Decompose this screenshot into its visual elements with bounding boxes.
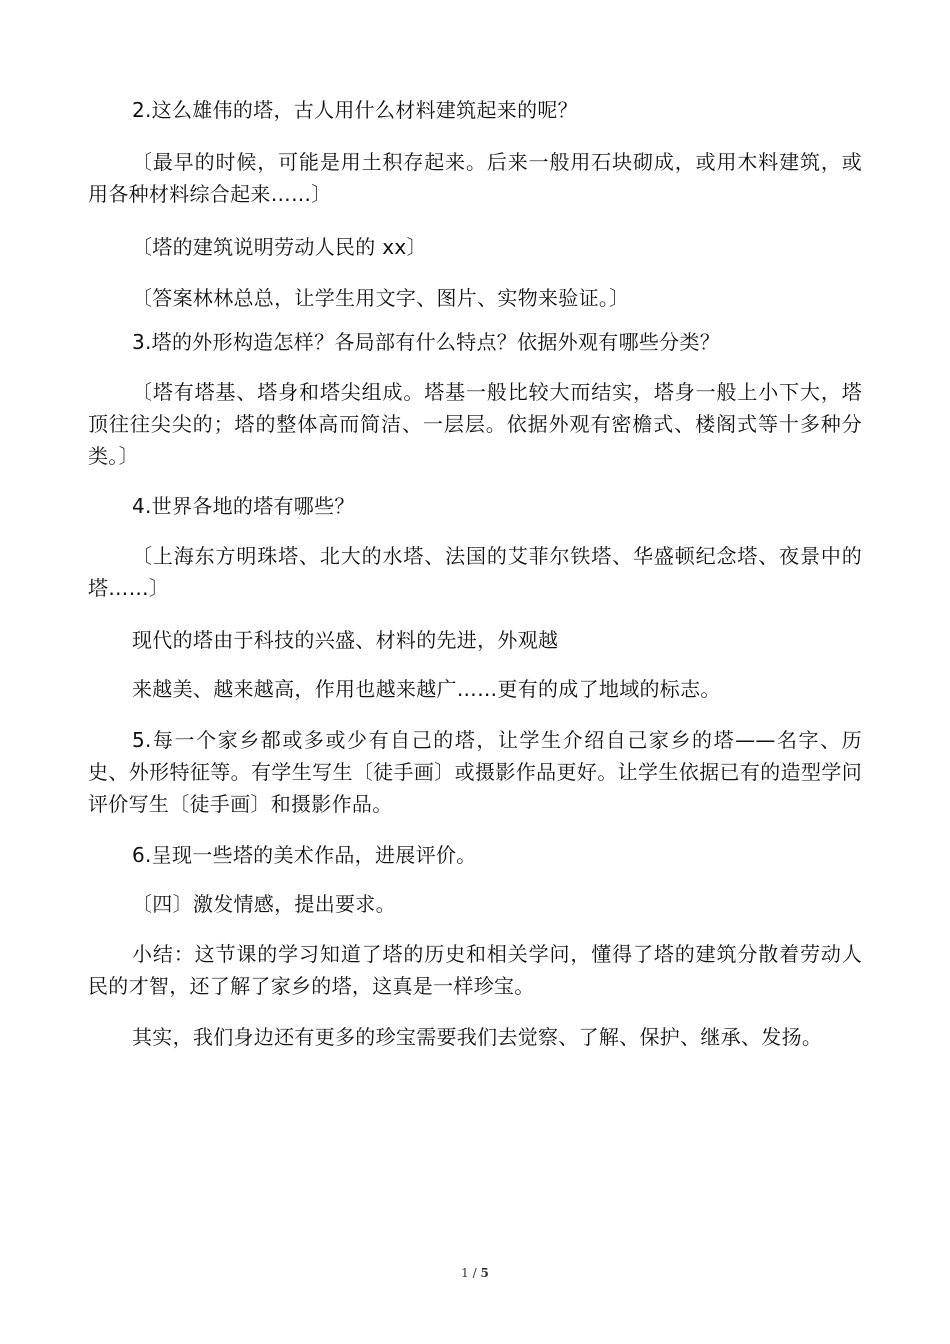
- paragraph-modern-1: 现代的塔由于科技的兴盛、材料的先进，外观越: [132, 628, 559, 652]
- paragraph-answer-3: 〔塔有塔基、塔身和塔尖组成。塔基一般比较大而结实，塔身一般上小下大，塔顶往往尖尖的；塔的整体高而简洁、一层层。依据外观有密檐式、楼阁式等十多种分类。〕: [88, 380, 862, 468]
- paragraph-question-3: 3.塔的外形构造怎样？各局部有什么特点？依据外观有哪些分类？: [132, 330, 721, 354]
- paragraph-note-2b: 〔答案林林总总，让学生用文字、图片、实物来验证。〕: [132, 286, 630, 310]
- page-current: 1: [461, 1266, 469, 1280]
- paragraph-section-4: 〔四〕激发情感，提出要求。: [132, 892, 396, 916]
- paragraph-modern-2: 来越美、越来越高，作用也越来越广……更有的成了地域的标志。: [132, 677, 721, 701]
- paragraph-closing: 其实，我们身边还有更多的珍宝需要我们去觉察、了解、保护、继承、发扬。: [132, 1025, 823, 1049]
- paragraph-summary: 小结：这节课的学习知道了塔的历史和相关学问，懂得了塔的建筑分散着劳动人民的才智，还了解了家乡的塔，这真是一样珍宝。: [88, 942, 862, 998]
- page-number: [0, 1265, 950, 1281]
- page-separator: /: [468, 1266, 481, 1280]
- paragraph-answer-2: 〔最早的时候，可能是用土积存起来。后来一般用石块砌成，或用木料建筑，或用各种材料综合起来……〕: [88, 150, 862, 206]
- page-total: 5: [480, 1266, 489, 1280]
- paragraph-note-2: 〔塔的建筑说明劳动人民的 xx〕: [132, 235, 427, 259]
- paragraph-question-2: 2.这么雄伟的塔，古人用什么材料建筑起来的呢？: [132, 98, 578, 122]
- paragraph-question-6: 6.呈现一些塔的美术作品，进展评价。: [132, 843, 477, 867]
- paragraph-question-4: 4.世界各地的塔有哪些？: [132, 494, 355, 518]
- paragraph-answer-4: 〔上海东方明珠塔、北大的水塔、法国的艾菲尔铁塔、华盛顿纪念塔、夜景中的塔……〕: [88, 544, 862, 600]
- paragraph-question-5: 5.每一个家乡都或多或少有自己的塔，让学生介绍自己家乡的塔——名字、历史、外形特征等。有学生写生〔徒手画〕或摄影作品更好。让学生依据已有的造型学问评价写生〔徒手画〕和摄影作品。: [88, 728, 862, 816]
